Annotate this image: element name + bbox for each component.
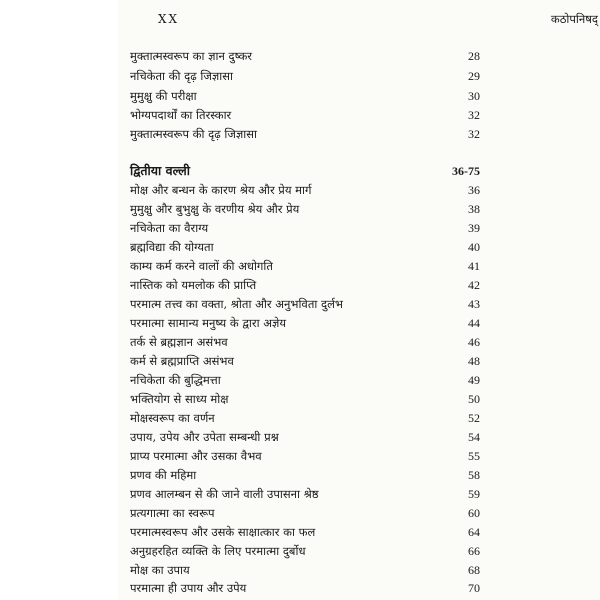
book-page — [118, 0, 600, 600]
toc-entry-title: अनुग्रहरहित व्यक्ति के लिए परमात्मा दुर्बोध — [130, 544, 306, 558]
toc-entry-page: 40 — [468, 240, 480, 254]
toc-entry-title: मोक्ष और बन्धन के कारण श्रेय और प्रेय मार्ग — [130, 183, 312, 197]
toc-entry-page: 36 — [468, 183, 480, 197]
toc-entry-page: 60 — [468, 506, 480, 520]
toc-entry-page: 52 — [468, 411, 480, 425]
toc-entry-page: 43 — [468, 297, 480, 311]
toc-entry-title: भक्तियोग से साध्य मोक्ष — [130, 392, 229, 406]
toc-entry-title: मोक्षस्वरूप का वर्णन — [130, 411, 215, 425]
section-heading — [130, 162, 600, 180]
toc-entry-page: 66 — [468, 544, 480, 558]
toc-entry — [130, 257, 600, 275]
toc-entry-title: मुक्तात्मस्वरूप की दृढ़ जिज्ञासा — [130, 127, 257, 141]
toc-entry-page: 48 — [468, 354, 480, 368]
toc-entry-title: मोक्ष का उपाय — [130, 563, 190, 577]
toc-entry-page: 28 — [468, 49, 480, 63]
toc-entry-page: 64 — [468, 525, 480, 539]
toc-entry — [130, 47, 600, 65]
toc-entry — [130, 125, 600, 143]
toc-entry — [130, 542, 600, 560]
toc-entry-title: नास्तिक को यमलोक की प्राप्ति — [130, 278, 257, 292]
toc-entry-title: कर्म से ब्रह्मप्राप्ति असंभव — [130, 354, 234, 368]
toc-entry — [130, 371, 600, 389]
toc-entry-page: 44 — [468, 316, 480, 330]
toc-entry — [130, 67, 600, 85]
section-page-range: 36-75 — [452, 164, 480, 178]
toc-entry — [130, 238, 600, 256]
toc-entry-title: मुमुक्षु और बुभुक्षु के वरणीय श्रेय और प्रेय — [130, 202, 300, 216]
toc-entry-page: 50 — [468, 392, 480, 406]
toc-entry — [130, 409, 600, 427]
toc-entry-title: काम्य कर्म करने वालों की अधोगति — [130, 259, 273, 273]
toc-entry — [130, 219, 600, 237]
toc-entry — [130, 466, 600, 484]
toc-entry-page: 38 — [468, 202, 480, 216]
toc-entry-title: ब्रह्मविद्या की योग्यता — [130, 240, 214, 254]
toc-entry — [130, 504, 600, 522]
toc-entry-page: 68 — [468, 563, 480, 577]
toc-entry-title: परमात्मा सामान्य मनुष्य के द्वारा अज्ञेय — [130, 316, 287, 330]
running-title: कठोपनिषद् — [550, 12, 598, 26]
toc-entry-title: भोग्यपदार्थों का तिरस्कार — [130, 108, 232, 122]
toc-entry — [130, 579, 600, 597]
toc-entry — [130, 390, 600, 408]
toc-entry-title: प्रणव आलम्बन से की जाने वाली उपासना श्रेष्ठ — [130, 487, 319, 501]
toc-entry-page: 59 — [468, 487, 480, 501]
toc-entry — [130, 428, 600, 446]
toc-entry — [130, 181, 600, 199]
toc-entry-title: प्रत्यगात्मा का स्वरूप — [130, 506, 215, 520]
toc-entry — [130, 523, 600, 541]
toc-entry — [130, 314, 600, 332]
toc-entry — [130, 561, 600, 579]
toc-entry — [130, 485, 600, 503]
toc-entry-title: तर्क से ब्रह्मज्ञान असंभव — [130, 335, 228, 349]
toc-entry-title: नचिकेता का वैराग्य — [130, 221, 209, 235]
toc-entry-page: 55 — [468, 449, 480, 463]
toc-entry-page: 49 — [468, 373, 480, 387]
toc-entry-title: प्राप्य परमात्मा और उसका वैभव — [130, 449, 262, 463]
section-title: द्वितीया वल्ली — [130, 163, 190, 178]
toc-entry — [130, 333, 600, 351]
toc-entry-title: परमात्मा ही उपाय और उपेय — [130, 581, 247, 595]
toc-entry — [130, 106, 600, 124]
toc-entry — [130, 200, 600, 218]
toc-entry-title: नचिकेता की बुद्धिमत्ता — [130, 373, 221, 387]
toc-entry — [130, 276, 600, 294]
toc-entry-page: 29 — [468, 69, 480, 83]
toc-entry — [130, 447, 600, 465]
toc-entry-title: मुमुक्षु की परीक्षा — [130, 89, 197, 103]
toc-entry-title: परमात्मस्वरूप और उसके साक्षात्कार का फल — [130, 525, 316, 539]
toc-entry-title: परमात्म तत्त्व का वक्ता, श्रोता और अनुभविता दुर्लभ — [130, 297, 344, 311]
toc-entry-page: 39 — [468, 221, 480, 235]
toc-entry-title: उपाय, उपेय और उपेता सम्बन्धी प्रश्न — [130, 430, 279, 444]
roman-page-number: XX — [158, 12, 180, 26]
toc-entry — [130, 87, 600, 105]
toc-entry-page: 32 — [468, 108, 480, 122]
toc-entry-title: नचिकेता की दृढ़ जिज्ञासा — [130, 69, 234, 83]
toc-entry — [130, 295, 600, 313]
toc-entry-page: 70 — [468, 581, 480, 595]
toc-entry-page: 30 — [468, 89, 480, 103]
toc-entry-title: मुक्तात्मस्वरूप का ज्ञान दुष्कर — [130, 49, 252, 63]
toc-entry-page: 58 — [468, 468, 480, 482]
toc-entry-page: 42 — [468, 278, 480, 292]
toc-entry-page: 54 — [468, 430, 480, 444]
page-header — [118, 12, 600, 32]
toc-entry-page: 46 — [468, 335, 480, 349]
toc-entry-title: प्रणव की महिमा — [130, 468, 197, 482]
toc-entry-page: 32 — [468, 127, 480, 141]
toc-entry — [130, 352, 600, 370]
toc-entry-page: 41 — [468, 259, 480, 273]
